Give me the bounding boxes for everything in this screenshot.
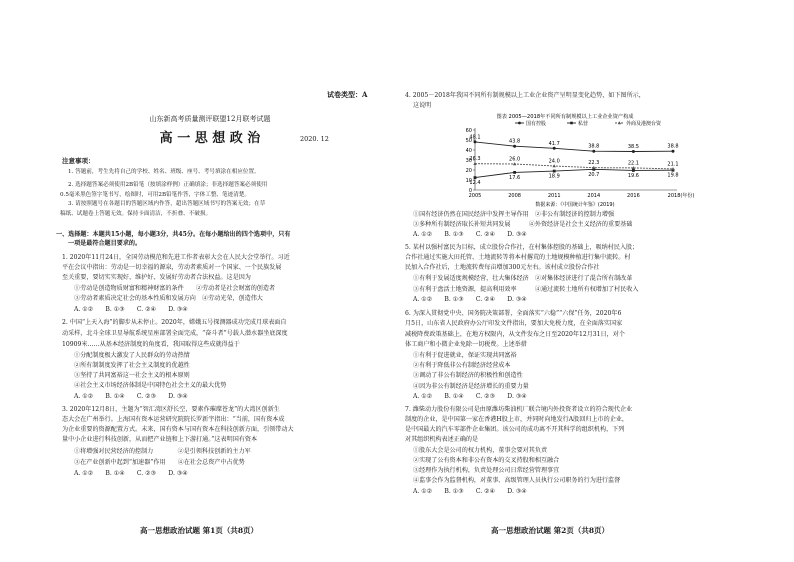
answer-choices: A. ①② B. ①③ C. ②④ D. ③④ (413, 488, 527, 495)
legend-marker (570, 122, 573, 125)
x-tick-label: 2011 (547, 193, 561, 199)
question-option: ①有利于发展适度规模经营，壮大集体经济 ②对集体经济进行了混合所有制改革 (413, 275, 633, 282)
answer-choices: A. ①② B. ①③ C. ②④ D. ③④ (413, 296, 527, 303)
data-point (553, 170, 556, 173)
question-text: 1. 2020年11月24日，全国劳动模范和先进工作者表彰大会在人民大会堂举行。习近 (62, 254, 290, 261)
data-point (632, 169, 635, 172)
exam-name: 山东新高考质量测评联盟12月联考试题 (149, 115, 271, 123)
data-point (553, 147, 556, 150)
question-text: 10909米……从基本经济制度的角度看，我国取得这些成就得益于 (62, 341, 240, 348)
question-option: ③在产业创新中起到“加速器”作用 ④在社会总资产中占优势 (74, 459, 245, 466)
x-tick-label: 2018(年份) (667, 193, 695, 199)
data-point (474, 176, 477, 179)
question-option: ④因为非公有制经济是经济增长的重要力量 (413, 383, 529, 390)
data-label: 26.0 (509, 156, 521, 163)
question-text: 平在会议中指出：劳动是一切幸福的源泉，劳动者素质对一个国家、一个民族发展 (62, 264, 282, 271)
data-label: 38.5 (627, 144, 639, 150)
question-option: ①有利于促进就业，保证实现共同富裕 (413, 352, 517, 359)
y-tick-label: 30 (465, 157, 472, 164)
question-option: ①劳动是创造物质财富和精神财富的条件 ②劳动者是社会财富的创造者 (74, 285, 276, 292)
series-line (475, 142, 673, 152)
data-label: 43.8 (509, 138, 521, 145)
data-point (592, 150, 595, 153)
data-label: 21.1 (667, 161, 679, 168)
legend-label: 国有控股 (526, 121, 547, 127)
question-text: 民加入合作社后，土地流转费每亩增加300元左右。该村成立股份合作社 (405, 264, 600, 271)
question-option: ③调动了非公有制经济的积极性和创造性 (413, 372, 523, 379)
data-label: 38.8 (667, 143, 679, 150)
chart-title: 图表 2005—2018年不同所有制规模以上工业企业资产构成 (496, 114, 634, 120)
y-tick-label: 10 (465, 177, 472, 184)
chart-x-axis (468, 187, 695, 199)
question-text: 5. 某村以强村富民为目标，成立股份合作社，在村集体控股的基础上，吸纳村民入股； (405, 244, 639, 251)
data-label: 38.8 (588, 143, 600, 150)
y-tick-label: 0 (468, 187, 472, 194)
question-text: 为企业重要的资源配置方式。未来，国有资本与国有资本在科技创新方面，引领带动大 (62, 426, 294, 433)
data-label: 17.6 (509, 174, 521, 181)
y-tick-label: 60 (465, 127, 472, 134)
data-label: 19.8 (667, 172, 679, 179)
q4-chart (455, 110, 705, 210)
answer-choices: A. ①② B. ①④ C. ②③ D. ③④ (413, 393, 527, 400)
question-text: 这说明 (413, 102, 432, 109)
data-point (513, 145, 516, 148)
note-line: 1. 答题前，考生先将自己的学校、姓名、班级、座号、考号填涂在相应位置。 (68, 169, 260, 175)
notes-heading: 注意事项： (62, 157, 95, 165)
legend-label: 私营 (578, 121, 589, 127)
question-option: ②所有制制度发挥了社会主义制度的优越性 (74, 362, 190, 369)
question-text: 7. 潍柴动力股份有限公司是由原潍坊柴油机厂联合境内外投资者设立的符合现代企业 (405, 406, 633, 413)
answer-choices: A. ①② B. ①④ C. ②③ D. ③④ (74, 393, 188, 400)
subject-title: 高 一 思 想 政 治 (159, 131, 261, 146)
question-text: 合作社通过实施大田托管、土地流转等将本村撂荒的土地规模种植进行集中流转。村 (405, 254, 631, 261)
question-text: 减税降费政策基础上，在地方权限内，从文件发布之日至2020年12月31日，对个 (405, 331, 625, 338)
note-line: 3. 请按照题号在各题目的答题区域内作答，超出答题区域书写的答案无效；在草 (68, 201, 266, 207)
series-line (475, 169, 673, 177)
section-heading: 一项是最符合题目要求的。 (68, 240, 142, 247)
data-label: 20.7 (588, 171, 600, 178)
question-text: 是中国最大的汽车零部件企业集团。该公司的成功离不开其科学的组织机构，下列 (405, 426, 625, 433)
question-text: 4. 2005－2018年我国不同所有制规模以上工业企业资产呈明显变化趋势，如下图所示， (405, 92, 645, 99)
data-label: 12.4 (469, 180, 481, 187)
data-label: 24.0 (548, 158, 560, 165)
data-label: 41.7 (548, 140, 560, 147)
section-heading: 一、选择题：本题共15小题，每小题3分，共45分。在每小题给出的四个选项中，只有 (56, 231, 291, 238)
question-text: 制度的企业，是中国第一家在香港H股上市，并同时向地发行A股回归上市的企业， (405, 416, 628, 423)
page-footer: 高一思想政治试题 第2页（共8页） (491, 526, 610, 535)
legend-label: 外商及港澳台资 (626, 121, 662, 127)
question-text: 量中小企业进行科技创新，从而把产业链和上下游打通。”这表明国有资本 (62, 436, 258, 443)
data-label: 48.1 (469, 134, 481, 141)
question-option: ④监事会作为监督机构，对董事、高级管理人员执行公司职务的行为进行监督 (413, 477, 621, 484)
question-option: ③坚持了共同富裕这一社会主义的根本原则 (74, 372, 190, 379)
answer-choices: A. ①② B. ①③ C. ②④ D. ③④ (413, 231, 527, 238)
exam-date: 2020. 12 (300, 135, 329, 143)
question-option: ③经理作为执行机构，负责处理公司日常经营管理事宜 (413, 467, 560, 474)
question-text: 体工商户和小微企业免除一切税费。上述举措 (405, 341, 527, 348)
question-text: 月5日，山东省人民政府办公厅印发文件指出，要加大免税力度，在全面落实国家 (405, 320, 623, 327)
data-point (672, 150, 675, 153)
note-line: 2. 选择题答案必须使用2B铅笔（按填涂样例）正确填涂；非选择题答案必须使用 (68, 182, 268, 188)
x-tick-label: 2014 (587, 193, 601, 199)
chart-source: 数据来源：《中国统计年鉴》(2019) (535, 202, 615, 208)
question-option: ①分配制度极大激发了人民群众的劳动热情 (74, 352, 190, 359)
question-text: 6. 为深入贯彻党中央、国务院决策部署，全面落实“六稳”“六保”任务，2020年6 (405, 310, 622, 317)
data-point (632, 150, 635, 153)
question-option: ①将增强对民营经济的控制力 ②是引领科技创新的主力军 (74, 448, 251, 455)
question-text: 3. 2020年12月8日，主题为“智汇湾区舒长空，要素作璀璨苍龙”的大湾区创新生 (62, 406, 280, 413)
question-option: ③有利于盘活土地资源，提高利用效率 ④通过流转土地所有权增加了村民收入 (413, 286, 639, 293)
answer-choices: A. ①② B. ①④ C. ②③ D. ③④ (74, 470, 188, 477)
note-line: 0.5毫米黑色签字笔书写，绘图时，可用2B铅笔作答，字体工整、笔迹清楚。 (60, 192, 250, 198)
y-tick-label: 50 (465, 137, 472, 144)
page-footer: 高一思想政治试题 第1页（共8页） (140, 526, 259, 535)
chart-legend (515, 120, 662, 127)
x-tick-label: 2016 (627, 193, 640, 199)
y-tick-label: 40 (465, 147, 472, 154)
question-option: ④社会主义市场经济体制是中国特色社会主义的最大优势 (74, 382, 227, 389)
question-option: ①国有经济仍然在国民经济中发挥主导作用 ②非公有制经济的控制力增强 (413, 211, 615, 218)
answer-choices: A. ①② B. ①③ C. ②④ D. ③④ (74, 306, 188, 313)
question-option: ③劳动者素质决定社会的基本性质和发展方向 ④劳动光荣，创造伟大 (74, 295, 263, 302)
question-text: 动采样，北斗全球卫星导航系统星座部署全面完成，“奋斗者”号载人潜水器坐底深度 (62, 330, 288, 337)
question-option: ②有利于降低非公有制经济经营成本 (413, 362, 511, 369)
series-line (475, 164, 673, 169)
data-label: 22.1 (627, 160, 639, 167)
question-text: 2. 中国“上天入海”的脚步从未停止。2020年，嫦娥五号探测器成功完成月球表面自 (62, 319, 287, 326)
data-label: 22.3 (588, 160, 600, 167)
data-label: 19.6 (627, 172, 639, 179)
question-text: 至关重要，要切实实现好、维护好、发展好劳动者合法权益。这是因为 (62, 274, 251, 281)
right-page (397, 0, 794, 562)
paper-type: 试卷类型：A (327, 90, 368, 99)
question-option: ②实现了公有资本和非公有资本的交叉持股和相互融合 (413, 457, 560, 464)
question-text: 态大会在广州举行。上海国有资本运营研究院院长罗新宇指出：“当前，国有资本成 (62, 416, 285, 423)
question-text: 对其组织机构表述正确的是 (405, 436, 479, 443)
x-tick-label: 2005 (468, 193, 482, 199)
question-option: ③多种所有制经济取长补短共同发展 ④外资经济是社会主义经济的重要基础 (413, 221, 633, 228)
chart-plot (469, 134, 678, 186)
question-option: ①股东大会是公司的权力机构，董事会要对其负责 (413, 447, 548, 454)
legend-marker (518, 122, 521, 125)
data-point (513, 171, 516, 174)
x-tick-label: 2008 (508, 193, 521, 199)
data-label: 26.3 (469, 156, 481, 163)
note-line: 稿纸、试题卷上答题无效。保持卡面清洁，不折叠、不破损。 (60, 211, 212, 217)
data-label: 18.9 (548, 173, 560, 180)
y-tick-label: 20 (465, 167, 472, 174)
data-point (474, 140, 477, 143)
